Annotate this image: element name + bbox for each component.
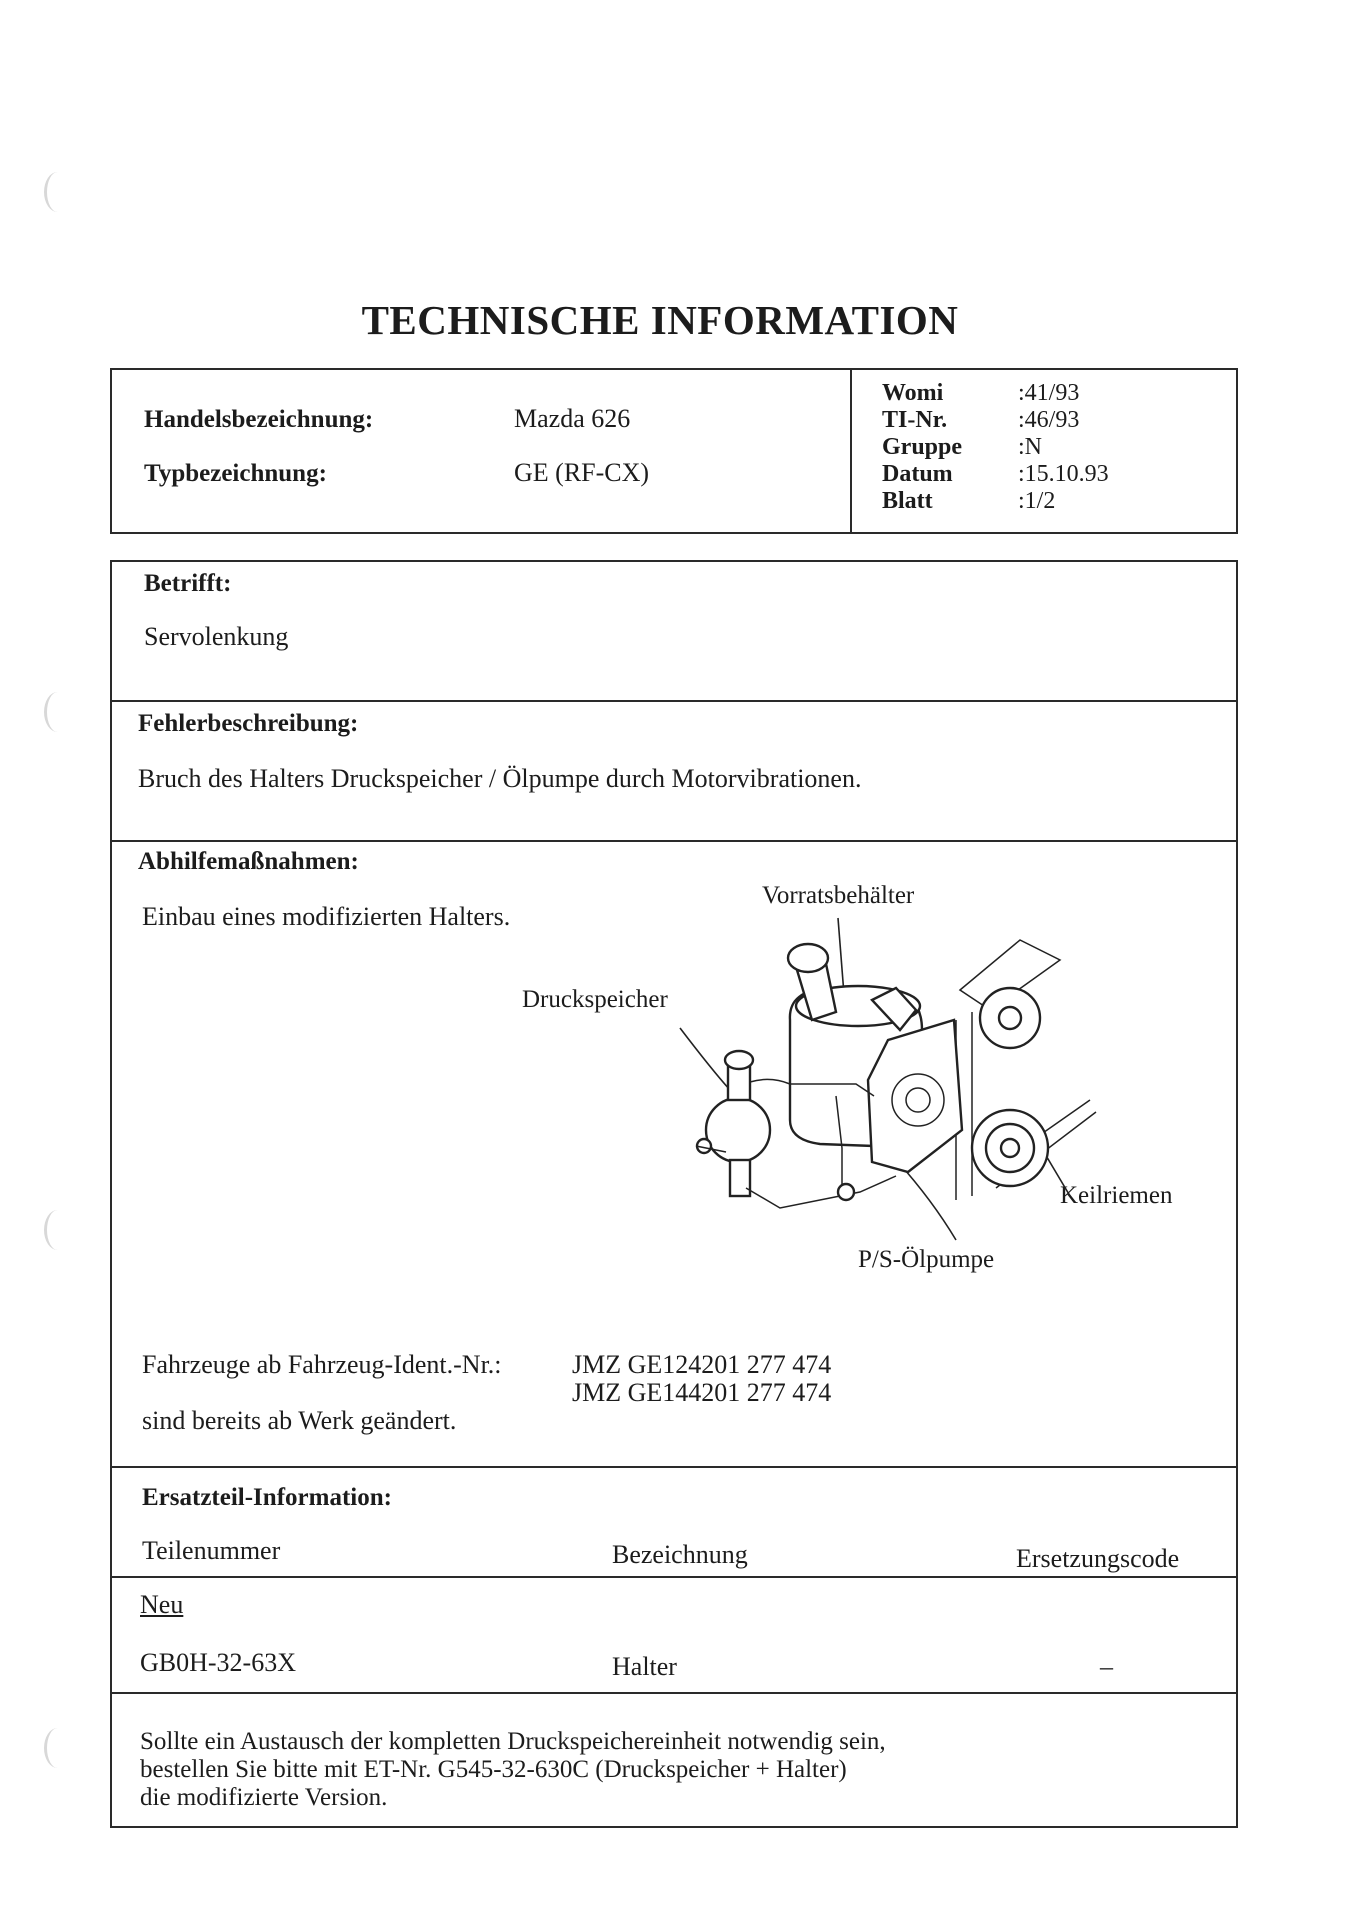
meta-key: Womi: [882, 380, 944, 406]
filler-cap: [788, 944, 828, 972]
part-name: Halter: [612, 1652, 677, 1681]
line-clamp: [838, 1184, 854, 1200]
meta-table: [882, 380, 1109, 515]
label-belt: Keilriemen: [1060, 1182, 1173, 1209]
trade-name-value: Mazda 626: [514, 404, 631, 433]
punch-hole: [44, 692, 71, 732]
meta-key: Datum: [882, 461, 953, 487]
page-title: TECHNISCHE INFORMATION: [361, 297, 959, 343]
ersatzteil-label: Ersatzteil-Information:: [142, 1484, 392, 1511]
return-line: [746, 1176, 896, 1208]
part-code: –: [1100, 1652, 1113, 1681]
punch-hole: [44, 172, 71, 212]
meta-key: Gruppe: [882, 434, 963, 460]
note-line: die modifizierte Version.: [140, 1784, 388, 1811]
divider-parts: [110, 1692, 1238, 1694]
betrifft-text: Servolenkung: [144, 622, 289, 651]
abhilfe-text: Einbau eines modifizierten Halters.: [142, 902, 511, 931]
accumulator-sphere: [706, 1098, 770, 1162]
fehler-text: Bruch des Halters Druckspeicher / Ölpumpe durch Motorvibrationen.: [138, 764, 862, 793]
column-ersetzungscode: Ersetzungscode: [1016, 1544, 1180, 1573]
meta-value: :1/2: [1018, 488, 1056, 514]
column-bezeichnung: Bezeichnung: [612, 1540, 748, 1569]
abhilfe-label: Abhilfemaßnahmen:: [138, 848, 359, 875]
punch-hole: [44, 1728, 71, 1768]
meta-value: :15.10.93: [1018, 461, 1109, 487]
meta-key: TI-Nr.: [882, 407, 948, 433]
divider-abhilfe: [110, 1466, 1238, 1468]
meta-value: :46/93: [1018, 407, 1080, 433]
label-pump: P/S-Ölpumpe: [858, 1246, 995, 1273]
pulley-upper-hub: [999, 1007, 1021, 1029]
meta-value: :41/93: [1018, 380, 1080, 406]
type-label: Typbezeichnung:: [144, 460, 327, 487]
accumulator-base: [730, 1160, 750, 1196]
divider-fehler: [110, 840, 1238, 842]
column-teilenummer: Teilenummer: [142, 1536, 281, 1565]
note-line: bestellen Sie bitte mit ET-Nr. G545-32-630C (Druckspeicher + Halter): [140, 1756, 847, 1783]
divider-betrifft: [110, 700, 1238, 702]
vehicles-line2: sind bereits ab Werk geändert.: [142, 1406, 457, 1435]
power-steering-drawing: [660, 900, 1100, 1250]
leader-pump: [898, 1162, 956, 1240]
vin-2: JMZ GE144201 277 474: [572, 1378, 832, 1407]
meta-key: Blatt: [882, 488, 933, 514]
accumulator-nut: [725, 1051, 753, 1069]
leader-accumulator: [680, 1028, 730, 1090]
part-number: GB0H-32-63X: [140, 1648, 296, 1677]
note-line: Sollte ein Austausch der kompletten Druckspeichereinheit notwendig sein,: [140, 1728, 886, 1755]
label-accumulator: Druckspeicher: [522, 986, 668, 1013]
punch-hole: [44, 1210, 71, 1250]
vin-1: JMZ GE124201 277 474: [572, 1350, 832, 1379]
divider-columns: [110, 1576, 1238, 1578]
betrifft-label: Betrifft:: [144, 570, 232, 597]
type-value: GE (RF-CX): [514, 458, 650, 487]
fehler-label: Fehlerbeschreibung:: [138, 710, 359, 737]
parts-section-label: Neu: [140, 1590, 184, 1619]
trade-name-label: Handelsbezeichnung:: [144, 406, 374, 433]
header-divider: [850, 368, 852, 534]
pulley-lower-hub: [1001, 1139, 1019, 1157]
meta-value: :N: [1018, 434, 1042, 460]
vehicles-line1: Fahrzeuge ab Fahrzeug-Ident.-Nr.:: [142, 1350, 502, 1379]
label-reservoir: Vorratsbehälter: [762, 882, 915, 909]
